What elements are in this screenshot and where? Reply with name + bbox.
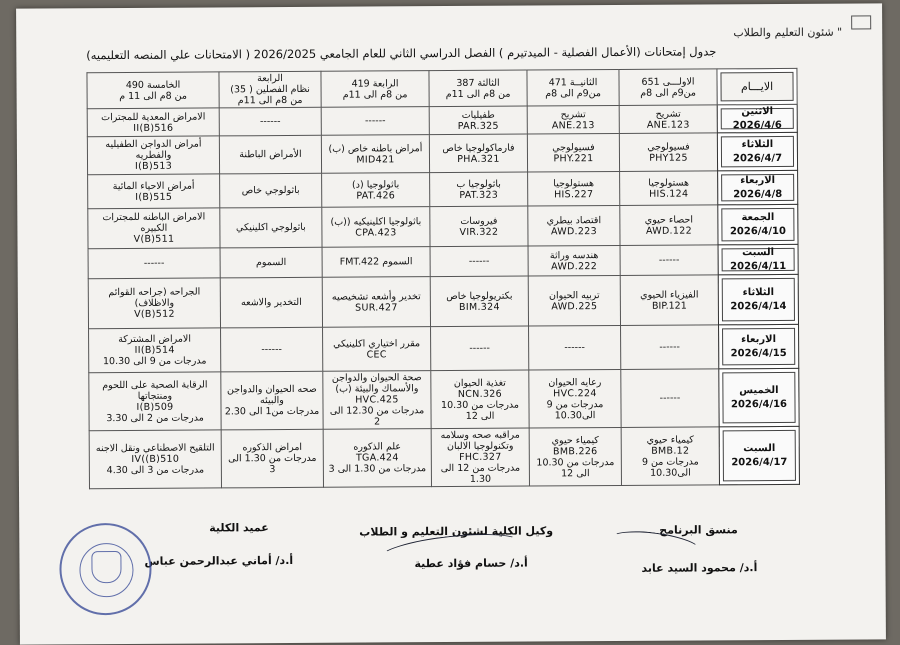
course-name: الأمراض الباطنة — [239, 148, 302, 161]
table-row — [88, 170, 798, 208]
day-name: الخميس — [739, 385, 779, 397]
course-name: ------ — [469, 342, 490, 354]
exam-cell — [620, 245, 718, 276]
hall-time: مدرجات من 9 الى10.30 — [641, 455, 699, 479]
course-name: الجراحه (جراحه القوائم والاظلاف) — [108, 286, 201, 309]
coordinator-title: منسق البرنامج — [659, 523, 738, 537]
course-name: اقتصاد بيطري — [546, 214, 602, 226]
header-line: من9م الى 8م — [640, 86, 696, 99]
exam-cell — [219, 135, 321, 174]
day-cell — [717, 104, 797, 132]
exam-cell — [431, 370, 529, 429]
exam-cell — [621, 427, 719, 486]
affairs-heading: " شئون التعليم والطلاب — [733, 25, 843, 40]
course-name: التلقيح الاصطناعي ونقل الاجنه — [95, 442, 215, 455]
course-name: فسيولوجي — [552, 141, 595, 153]
hall-time: مدرجات من 9 الى 10.30 — [102, 355, 207, 368]
header-year-3 — [429, 70, 527, 107]
day-name: الجمعة — [741, 212, 775, 224]
course-name: تشريح — [655, 108, 681, 120]
course-name: علم الذكوره — [353, 441, 402, 453]
exam-cell — [529, 427, 621, 486]
exam-cell — [321, 135, 429, 174]
course-name: مراقبه صحه وسلامه وتكنولوجيا الالبان — [440, 429, 520, 453]
day-cell — [718, 274, 798, 324]
exam-cell — [220, 207, 322, 248]
exam-cell — [429, 106, 527, 135]
exam-cell — [529, 369, 621, 428]
course-name: ------ — [564, 342, 585, 354]
course-code: HIS.124 — [649, 188, 689, 200]
exam-cell — [528, 171, 620, 206]
course-code: HVC.224 — [553, 387, 597, 399]
course-name: باثولوجيا (د) — [352, 178, 400, 191]
header-days — [717, 68, 797, 104]
exam-cell — [323, 429, 431, 488]
day-cell — [718, 244, 798, 274]
table-row — [88, 204, 798, 248]
exam-cell — [621, 369, 719, 428]
course-code: MID421 — [356, 153, 395, 166]
day-date: 2026/4/16 — [730, 398, 788, 411]
header-year-2 — [527, 69, 619, 106]
hall-time: مدرجات من 12.30 الى 2 — [329, 405, 425, 428]
course-name: ------ — [658, 254, 680, 266]
day-cell — [718, 170, 798, 204]
table-row — [89, 324, 799, 372]
exam-cell — [219, 107, 321, 136]
course-code: PHY.221 — [553, 152, 594, 164]
table-row — [88, 244, 798, 278]
course-name: رعايه الحيوان — [548, 376, 602, 388]
course-name: السموم — [255, 257, 287, 269]
course-name: باثولوجي اكلينيكي — [235, 221, 306, 234]
course-code: 511(B)V — [133, 233, 175, 245]
college-stamp — [59, 523, 152, 616]
course-name: امراض الذكوره — [242, 441, 303, 454]
course-name: الفيزياء الحيوي BIP.121 — [640, 288, 699, 312]
exam-cell — [322, 173, 430, 208]
exam-schedule-table — [86, 68, 800, 489]
header-year-6 — [87, 72, 219, 109]
exam-cell — [88, 208, 220, 249]
course-code: 509(B)I — [136, 401, 174, 413]
coordinator-name: أ.د/ محمود السيد عابد — [641, 561, 758, 575]
exam-cell — [527, 105, 619, 134]
course-code: AWD.223 — [550, 225, 597, 237]
course-name: كيمياء حيوي — [551, 434, 599, 446]
day-date: 2026/4/10 — [729, 225, 786, 238]
hall-time: مدرجات من 3 الى 4.30 — [106, 464, 205, 477]
course-name: التخدير والاشعه — [240, 296, 302, 309]
exam-cell — [89, 372, 221, 431]
day-name: الثلاثاء — [741, 139, 774, 151]
hall-time: مدرجات من 1.30 الى 3 — [328, 463, 427, 475]
vice-dean-name: أ.د/ حسام فؤاد عطية — [414, 556, 528, 571]
document-page — [16, 3, 886, 644]
course-code: AWD.122 — [645, 225, 692, 237]
exam-cell — [322, 207, 430, 248]
header-line: الايـــام — [740, 80, 774, 94]
header-line: الرابعة — [257, 73, 283, 85]
header-line: من 8م الى 11م — [445, 88, 511, 100]
exam-cell — [430, 172, 528, 207]
course-name: باثولوجي خاص — [241, 184, 300, 197]
course-code: CEC — [366, 348, 387, 361]
course-name: ------ — [259, 116, 281, 128]
course-code: CPA.423 — [355, 226, 397, 239]
course-name: ------ — [468, 255, 490, 267]
hall-time: الى 12 — [561, 467, 590, 479]
exam-cell — [619, 133, 717, 172]
exam-cell — [528, 205, 620, 246]
header-year-4 — [321, 71, 429, 108]
day-cell — [717, 132, 797, 170]
course-name: صحه الحيوان والدواجن والبيئه — [226, 383, 317, 407]
course-name: أمراض الدواجن الطفيليه والفطريه — [105, 138, 202, 161]
exam-cell — [87, 108, 219, 137]
course-code: 514(B)II — [134, 344, 175, 356]
exam-cell — [620, 205, 718, 246]
exam-cell — [528, 275, 620, 326]
day-name: الاربعاء — [740, 175, 776, 187]
course-code: HIS.227 — [554, 188, 594, 200]
exam-cell — [529, 325, 621, 370]
header-line: من 8م الى 11م — [342, 88, 408, 101]
header-line: الاولـــى 651 — [641, 76, 695, 88]
exam-cell — [321, 107, 429, 136]
exam-cell — [429, 134, 527, 173]
exam-cell — [430, 276, 528, 327]
course-code: FHC.327 — [459, 451, 502, 463]
eagle-emblem-icon — [91, 551, 121, 583]
exam-cell — [323, 327, 431, 372]
exam-cell — [620, 171, 718, 206]
exam-cell — [89, 430, 221, 489]
hall-time: مدرجات من 10.30 الى 12 — [440, 399, 519, 422]
header-line: من 8م الى 11م — [237, 94, 303, 107]
day-cell — [719, 324, 799, 368]
course-name: تخدير وأشعه تشخيصيه — [331, 290, 421, 303]
course-code: PAT.426 — [356, 189, 396, 202]
course-code: HVC.425 — [355, 394, 399, 406]
day-cell — [719, 426, 799, 484]
course-name: أمراض باطنه خاص (ب) — [328, 142, 423, 155]
course-name: هستولوجيا — [648, 177, 690, 189]
hall-time: الى10.30 — [554, 409, 596, 421]
course-name: باثولوجيا اكلينيكيه ((ب) — [330, 215, 422, 228]
exam-cell — [221, 371, 323, 430]
vice-dean-title: وكيل الكلية لشئون التعليم و الطلاب — [359, 524, 554, 539]
course-code: SUR.427 — [355, 301, 398, 314]
day-date: 2026/4/15 — [730, 347, 787, 360]
course-code: PAT.323 — [459, 189, 499, 201]
course-name: الرقابة الصحية على اللحوم ومنتجاتها — [102, 378, 208, 402]
course-name: طفيليات — [461, 109, 495, 121]
day-name: الثلاثاء — [742, 287, 775, 299]
hall-time: مدرجات من1 الى 2.30 — [224, 405, 320, 418]
table-row — [87, 104, 797, 136]
exam-cell — [322, 277, 430, 328]
day-name: السبت — [742, 247, 775, 259]
exam-cell — [88, 278, 220, 329]
exam-cell — [322, 247, 430, 278]
header-line: من 8م الى 11 م — [119, 90, 188, 102]
course-name: فسيولوجي — [647, 141, 690, 153]
header-line: الخامسة 490 — [125, 79, 181, 91]
course-code: AWD.225 — [551, 300, 598, 312]
course-name: أمراض الاحياء المائية — [112, 180, 195, 192]
course-name: تربيه الحيوان — [548, 289, 600, 301]
hall-time: مدرجات من 9 — [546, 398, 604, 410]
course-code: 515(B)I — [135, 191, 173, 203]
day-date: 2026/4/8 — [733, 188, 783, 201]
dean-name: أ.د/ أماني عبدالرحمن عباس — [144, 553, 294, 568]
exam-cell — [87, 136, 219, 175]
hall-time: مدرجات من 2 الى 3.30 — [106, 412, 204, 424]
header-line: نظام الفصلين ( 35) — [230, 83, 310, 96]
course-name: الامراض الباطنه للمجترات الكبيره — [102, 211, 206, 234]
exam-cell — [431, 428, 529, 487]
course-code: NCN.326 — [457, 388, 503, 400]
exam-cell — [89, 328, 221, 373]
course-name: مقرر اختياري اكلينيكي — [333, 337, 421, 350]
course-code: TGA.424 — [355, 452, 399, 464]
course-name: صحة الحيوان والدواجن والأسماك والبيئة (ب) — [331, 372, 422, 395]
course-name: الامراض المشتركة — [118, 333, 191, 346]
course-name: ------ — [143, 257, 165, 269]
header-year-5 — [219, 71, 321, 108]
table-row — [89, 426, 799, 488]
course-name: فارماكولوجيا خاص — [442, 142, 515, 154]
course-name: ------ — [364, 115, 386, 127]
course-name: تشريح — [560, 108, 586, 120]
exam-cell — [88, 248, 220, 279]
course-name: ------ — [659, 392, 681, 404]
exam-cell — [221, 327, 323, 372]
day-date: 2026/4/6 — [732, 119, 782, 132]
hall-time: مدرجات من 12 الى 1.30 — [440, 462, 521, 485]
table-row — [88, 274, 798, 328]
dean-title: عميد الكلية — [209, 521, 269, 535]
day-date: 2026/4/14 — [730, 300, 787, 313]
course-name: كيمياء حيوي — [646, 434, 694, 446]
hall-time: مدرجات من 1.30 الى 3 — [228, 452, 317, 476]
course-name: السموم FMT.422 — [339, 256, 413, 268]
exam-cell — [221, 429, 323, 488]
exam-cell — [220, 247, 322, 278]
course-name: فيروسات — [460, 215, 498, 227]
document-title: جدول إمتحانات (الأعمال الفصلية - الميدتيرم ) الفصل الدراسي الثاني للعام الجامعي 2026/2025 ( الامتحانات علي المنصه التعليميه) — [86, 44, 717, 63]
header-year-1 — [619, 69, 717, 106]
course-code: BIM.324 — [458, 301, 500, 313]
course-name: هندسه وراثة — [549, 249, 599, 261]
course-code: PAR.325 — [457, 120, 499, 132]
day-cell — [719, 368, 799, 426]
course-code: BMB.226 — [552, 445, 598, 457]
course-name: ------ — [659, 341, 680, 353]
exam-cell — [431, 326, 529, 371]
course-code: PHA.321 — [457, 153, 500, 165]
table-row — [87, 132, 797, 174]
exam-cell — [430, 206, 528, 247]
course-name: باثولوجيا ب — [456, 178, 501, 190]
course-code: VIR.322 — [459, 226, 499, 238]
exam-cell — [527, 133, 619, 172]
exam-cell — [323, 371, 431, 430]
day-name: الاربعاء — [741, 334, 777, 346]
course-code: 512(B)V — [134, 308, 175, 320]
header-row — [87, 68, 797, 108]
exam-cell — [220, 173, 322, 208]
table-row — [89, 368, 799, 430]
course-code: 513(B)I — [134, 160, 173, 172]
hall-time: مدرجات من 10.30 — [536, 456, 615, 468]
course-code: BMB.12 — [651, 445, 690, 457]
course-name: بكتريولوجيا خاص — [446, 290, 513, 302]
exam-cell — [621, 325, 719, 370]
day-date: 2026/4/17 — [731, 456, 788, 469]
course-name: ------ — [261, 344, 282, 356]
exam-cell — [528, 245, 620, 276]
logo-mark-icon — [851, 15, 871, 29]
day-date: 2026/4/7 — [732, 152, 783, 165]
exam-cell — [220, 277, 322, 328]
course-code: ANE.123 — [646, 119, 690, 131]
course-code: ANE.213 — [551, 119, 595, 131]
exam-cell — [620, 275, 718, 326]
header-line: الثانيــة 471 — [548, 76, 598, 88]
course-code: AWD.222 — [551, 260, 598, 272]
course-code: 510(B))IV — [131, 453, 180, 465]
day-name: السبت — [743, 443, 776, 455]
header-line: الرابعة 419 — [351, 77, 399, 90]
course-name: تغذية الحيوان — [453, 377, 506, 389]
course-code: PHY125 — [649, 152, 688, 164]
day-date: 2026/4/11 — [730, 260, 787, 273]
exam-cell — [88, 174, 220, 209]
exam-cell — [430, 246, 528, 277]
course-name: الامراض المعدية للمجترات — [101, 110, 206, 123]
exam-cell — [619, 105, 717, 134]
day-cell — [718, 204, 798, 244]
course-name: احصاء حيوي — [644, 214, 694, 226]
day-name: الاثنين — [741, 106, 774, 118]
course-code: 516(B)II — [133, 122, 174, 134]
header-line: من9م الى 8م — [545, 87, 601, 99]
header-line: الثالثة 387 — [456, 77, 500, 89]
course-name: هستولوجيا — [553, 177, 595, 189]
